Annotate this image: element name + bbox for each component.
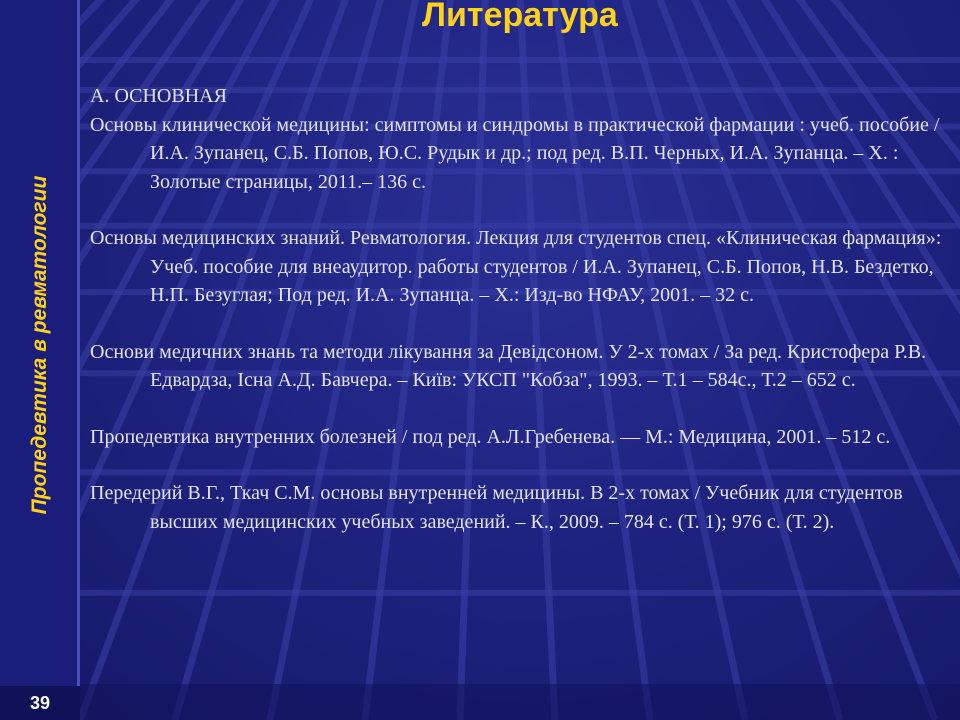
sidebar-caption: Пропедевтика в ревматологии — [28, 175, 51, 515]
reference-item: Передерий В.Г., Ткач С.М. основы внутренней медицины. В 2-х томах / Учебник для студентов высших медицинских учебных заведений. – К., 2009. – 784 с. (Т. 1); 976 с. (Т. 2). — [90, 482, 903, 533]
reference-item: Основы медицинских знаний. Ревматология. Лекция для студентов спец. «Клиническая фармация»: Учеб. пособие для внеаудитор. работы студентов / И.А. Зупанец, С.Б. Попов, Н.В. Бездетко, Н.П. Безуглая; Под ред. И.А. Зупанца. – Х.: Изд-во НФАУ, 2001. – 32 с. — [90, 227, 942, 306]
reference-item: Пропедевтика внутренних болезней / под ред. А.Л.Гребенева. — М.: Медицина, 2001. – 512 с. — [90, 425, 891, 448]
bottom-band — [80, 684, 960, 720]
reference-item: Основы клинической медицины: симптомы и синдромы в практической фармации : учеб. пособие / И.А. Зупанец, С.Б. Попов, Ю.С. Рудык и др.; под ред. В.П. Черных, И.А. Зупанца. – Х. : Золотые страницы, 2011.– 136 с. — [90, 113, 940, 193]
slide-title: Литература — [422, 0, 618, 34]
section-heading: А. ОСНОВНАЯ — [90, 85, 227, 107]
reference-list — [90, 82, 952, 564]
sidebar — [0, 0, 80, 720]
reference-item: Основи медичних знань та методи лікування за Девідсоном. У 2-х томах / За ред. Кристофера Р.В. Едвардза, Існа А.Д. Бавчера. – Київ: УКСП "Кобза", 1993. – Т.1 – 584с., Т.2 – 652 с. — [90, 340, 927, 391]
slide-number: 39 — [0, 686, 80, 720]
